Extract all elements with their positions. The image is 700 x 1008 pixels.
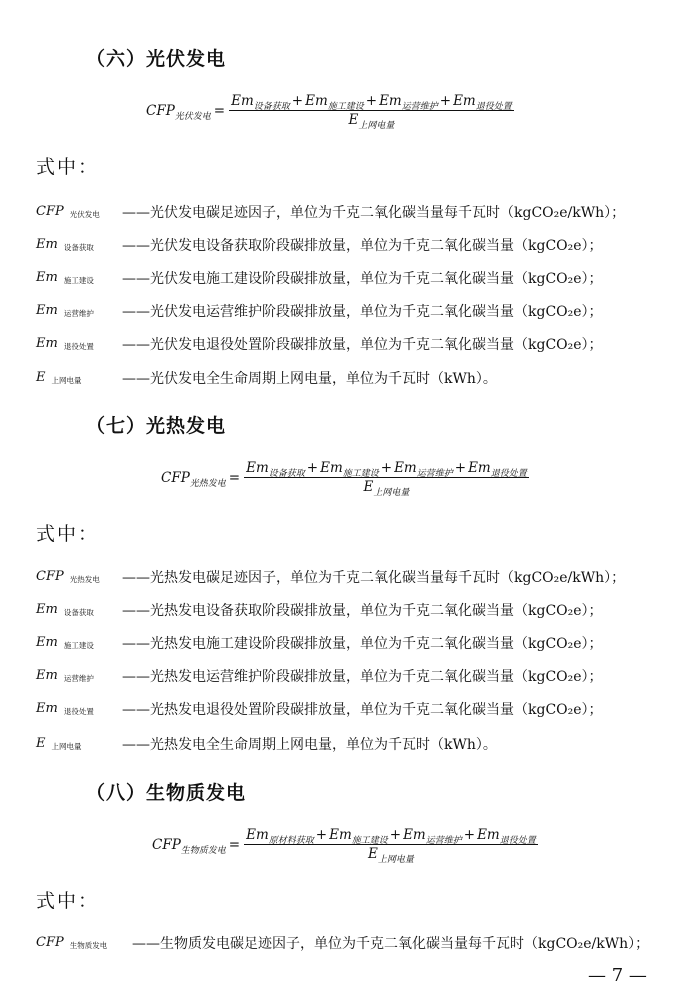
where-label: 式中： [36,890,100,912]
denominator: $E_{上网电量}$ [367,846,414,865]
fraction [244,827,538,865]
denominator: $E_{上网电量}$ [348,112,395,131]
where-label: 式中： [36,156,100,178]
where-label: 式中： [36,523,100,545]
formula-lhs: $CFP_{光热发电}$ [161,469,226,489]
definition-row: CFP 生物质发电 ——生物质发电碳足迹因子，单位为千克二氧化碳当量每千瓦时（kgCO₂e/kWh）； [36,935,650,952]
section-title: （六）光伏发电 [86,48,227,70]
numerator: $Em_{原材料获取} + Em_{施工建设} + Em_{运营维护} + Em_{退役处置}$ [246,827,536,846]
page-number: — 7 — [588,965,647,986]
definition-row: E上网电量 ——光伏发电全生命周期上网电量，单位为千瓦时（kWh）。 [36,370,497,387]
definition-row: Em 设备获取 ——光伏发电设备获取阶段碳排放量，单位为千克二氧化碳当量（kgCO₂e）； [36,237,603,254]
formula: $CFP_{光热发电}$ = $\frac{Em_{设备获取} + Em_{施工建设} + Em_{运营维护} + Em_{退役处置}}{E_{上网电量}}$ [161,460,527,498]
definition-row: Em 施工建设 ——光热发电施工建设阶段碳排放量，单位为千克二氧化碳当量（kgCO₂e）； [36,635,603,652]
definition-row: E上网电量 ——光热发电全生命周期上网电量，单位为千瓦时（kWh）。 [36,736,497,753]
definition-row: Em 施工建设 ——光伏发电施工建设阶段碳排放量，单位为千克二氧化碳当量（kgCO₂e）； [36,270,603,287]
numerator: $Em_{设备获取} + Em_{施工建设} + Em_{运营维护} + Em_{退役处置}$ [246,460,527,479]
fraction [244,460,529,498]
formula: $CFP_{生物质发电}$ = $\frac{Em_{原材料获取} + Em_{施工建设} + Em_{运营维护} + Em_{退役处置}}{E_{上网电量}}$ [152,827,536,865]
definition-row: Em 设备获取 ——光热发电设备获取阶段碳排放量，单位为千克二氧化碳当量（kgCO₂e）； [36,602,603,619]
section-title: （七）光热发电 [86,415,227,437]
definition-row: CFP 光伏发电 ——光伏发电碳足迹因子，单位为千克二氧化碳当量每千瓦时（kgCO₂e/kWh）； [36,204,626,221]
formula-lhs: $CFP_{光伏发电}$ [146,102,211,122]
definition-row: Em 退役处置 ——光伏发电退役处置阶段碳排放量，单位为千克二氧化碳当量（kgCO₂e）； [36,336,603,353]
numerator: $Em_{设备获取} + Em_{施工建设} + Em_{运营维护} + Em_{退役处置}$ [231,93,512,112]
fraction [229,93,514,131]
definition-row: Em 运营维护 ——光热发电运营维护阶段碳排放量，单位为千克二氧化碳当量（kgCO₂e）； [36,668,603,685]
definition-row: Em 退役处置 ——光热发电退役处置阶段碳排放量，单位为千克二氧化碳当量（kgCO₂e）； [36,701,603,718]
formula: $CFP_{光伏发电}$ = $\frac{Em_{设备获取} + Em_{施工建设} + Em_{运营维护} + Em_{退役处置}}{E_{上网电量}}$ [146,93,512,131]
denominator: $E_{上网电量}$ [363,479,410,498]
definition-row: CFP 光热发电 ——光热发电碳足迹因子，单位为千克二氧化碳当量每千瓦时（kgCO₂e/kWh）； [36,569,626,586]
formula-lhs: $CFP_{生物质发电}$ [152,836,226,856]
definition-row: Em 运营维护 ——光伏发电运营维护阶段碳排放量，单位为千克二氧化碳当量（kgCO₂e）； [36,303,603,320]
section-title: （八）生物质发电 [86,782,247,804]
